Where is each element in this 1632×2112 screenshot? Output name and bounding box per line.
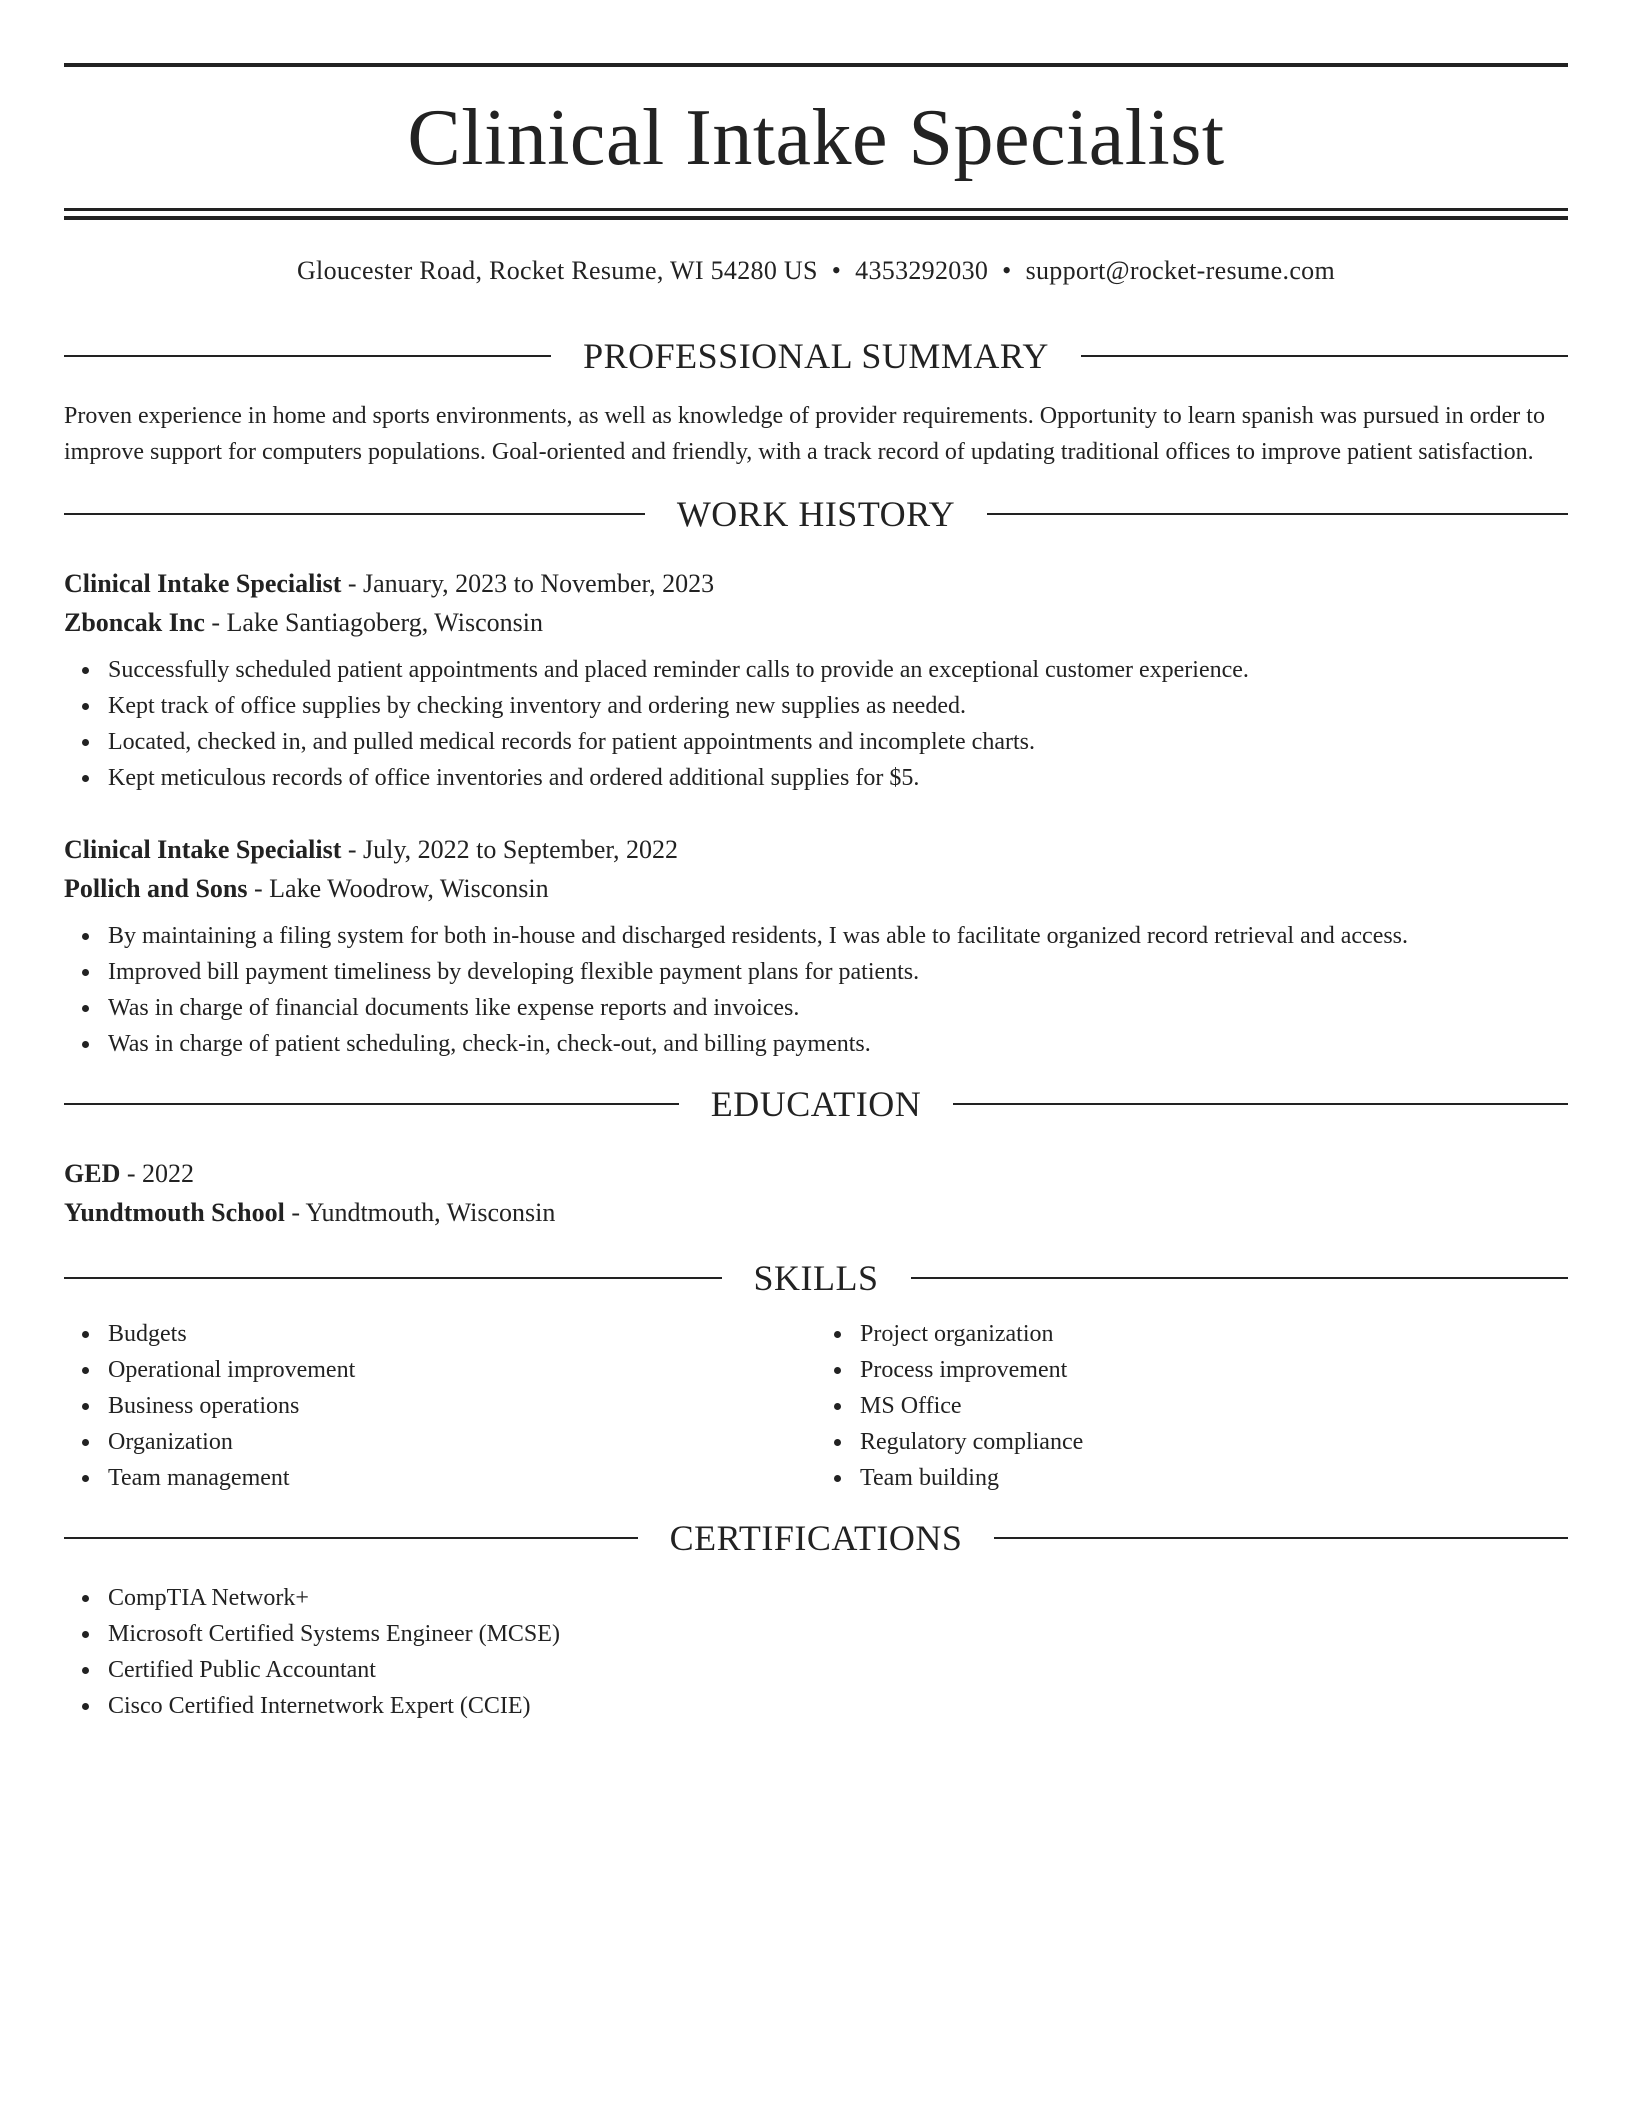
skill-item: Operational improvement: [108, 1352, 816, 1388]
section-heading-work-history: [64, 486, 1568, 542]
education-degree: GED: [64, 1159, 121, 1188]
job-entry: [64, 564, 1568, 796]
section-title: WORK HISTORY: [676, 494, 956, 534]
education-location: - Yundtmouth, Wisconsin: [284, 1198, 556, 1227]
job-dates: - July, 2022 to September, 2022: [341, 835, 679, 864]
job-bullet: Improved bill payment timeliness by developing flexible payment plans for patients.: [108, 954, 1568, 990]
job-dates: - January, 2023 to November, 2023: [341, 569, 715, 598]
skill-item: Project organization: [860, 1316, 1568, 1352]
skills-grid: [64, 1316, 1568, 1496]
certification-item: Cisco Certified Internetwork Expert (CCIE): [108, 1688, 1568, 1724]
job-title-line: [64, 830, 1568, 869]
section-heading-certifications: [64, 1510, 1568, 1566]
heading-rule: [64, 1103, 679, 1105]
skill-item: Business operations: [108, 1388, 816, 1424]
contact-separator: •: [831, 256, 842, 285]
job-bullet: Was in charge of financial documents like expense reports and invoices.: [108, 990, 1568, 1026]
job-bullet: Was in charge of patient scheduling, check-in, check-out, and billing payments.: [108, 1026, 1568, 1062]
skill-item: Budgets: [108, 1316, 816, 1352]
job-company: Zboncak Inc: [64, 608, 205, 637]
skill-item: Team management: [108, 1460, 816, 1496]
section-heading-skills: [64, 1250, 1568, 1306]
skill-item: Process improvement: [860, 1352, 1568, 1388]
skills-column-left: [64, 1316, 816, 1496]
job-bullet: Kept meticulous records of office inventories and ordered additional supplies for $5.: [108, 760, 1568, 796]
job-entry: [64, 830, 1568, 1062]
section-title: CERTIFICATIONS: [669, 1518, 963, 1558]
education-degree-line: [64, 1154, 1568, 1193]
heading-rule: [994, 1537, 1568, 1539]
skill-item: Regulatory compliance: [860, 1424, 1568, 1460]
title-rule-upper: [64, 208, 1568, 211]
contact-address: Gloucester Road, Rocket Resume, WI 54280 US: [296, 256, 818, 285]
job-bullet: Kept track of office supplies by checking inventory and ordering new supplies as needed.: [108, 688, 1568, 724]
job-bullets: [64, 918, 1568, 1062]
contact-email: support@rocket-resume.com: [1025, 256, 1335, 285]
certification-item: Certified Public Accountant: [108, 1652, 1568, 1688]
job-location: - Lake Santiagoberg, Wisconsin: [204, 608, 543, 637]
education-school-line: [64, 1193, 1568, 1232]
job-company-line: [64, 869, 1568, 908]
resume-title: Clinical Intake Specialist: [407, 94, 1225, 182]
skills-column-right: [816, 1316, 1568, 1496]
section-gap: [64, 1496, 1568, 1510]
heading-rule: [64, 1277, 722, 1279]
heading-rule: [64, 355, 551, 357]
heading-rule: [953, 1103, 1568, 1105]
skill-item: MS Office: [860, 1388, 1568, 1424]
top-rule: [64, 63, 1568, 67]
contact-separator: •: [1002, 256, 1012, 285]
job-title: Clinical Intake Specialist: [64, 569, 342, 598]
certification-item: CompTIA Network+: [108, 1580, 1568, 1616]
job-bullet: Located, checked in, and pulled medical records for patient appointments and incomplete charts.: [108, 724, 1568, 760]
title-rule-lower: [64, 216, 1568, 220]
contact-phone: 4353292030: [855, 256, 989, 285]
heading-rule: [64, 1537, 638, 1539]
job-title: Clinical Intake Specialist: [64, 835, 342, 864]
job-bullet: Successfully scheduled patient appointments and placed reminder calls to provide an exceptional customer experience.: [108, 652, 1568, 688]
heading-rule: [911, 1277, 1569, 1279]
contact-line: [64, 253, 1568, 289]
job-bullet: By maintaining a filing system for both in-house and discharged residents, I was able to facilitate organized record retrieval and access.: [108, 918, 1568, 954]
job-company-line: [64, 603, 1568, 642]
heading-rule: [1081, 355, 1568, 357]
skill-item: Organization: [108, 1424, 816, 1460]
education-year: - 2022: [120, 1159, 195, 1188]
section-heading-summary: [64, 328, 1568, 384]
summary-text: Proven experience in home and sports environments, as well as knowledge of provider requirements. Opportunity to learn spanish was pursued in order to improve support for computers populations. Goal-oriented and friendly, with a track record of updating traditional offices to improve patient satisfaction.: [64, 403, 1545, 465]
job-title-line: [64, 564, 1568, 603]
section-title: EDUCATION: [710, 1084, 922, 1124]
section-title: SKILLS: [753, 1258, 879, 1298]
heading-rule: [987, 513, 1568, 515]
certifications-list: [64, 1580, 1568, 1724]
section-title: PROFESSIONAL SUMMARY: [583, 336, 1049, 376]
certification-item: Microsoft Certified Systems Engineer (MCSE): [108, 1616, 1568, 1652]
section-heading-education: [64, 1076, 1568, 1132]
education-entry: [64, 1154, 1568, 1232]
education-school: Yundtmouth School: [64, 1198, 285, 1227]
job-location: - Lake Woodrow, Wisconsin: [247, 874, 549, 903]
resume-body: [64, 328, 1568, 1724]
job-company: Pollich and Sons: [64, 874, 248, 903]
job-bullets: [64, 652, 1568, 796]
heading-rule: [64, 513, 645, 515]
section-gap: [64, 1062, 1568, 1076]
skill-item: Team building: [860, 1460, 1568, 1496]
